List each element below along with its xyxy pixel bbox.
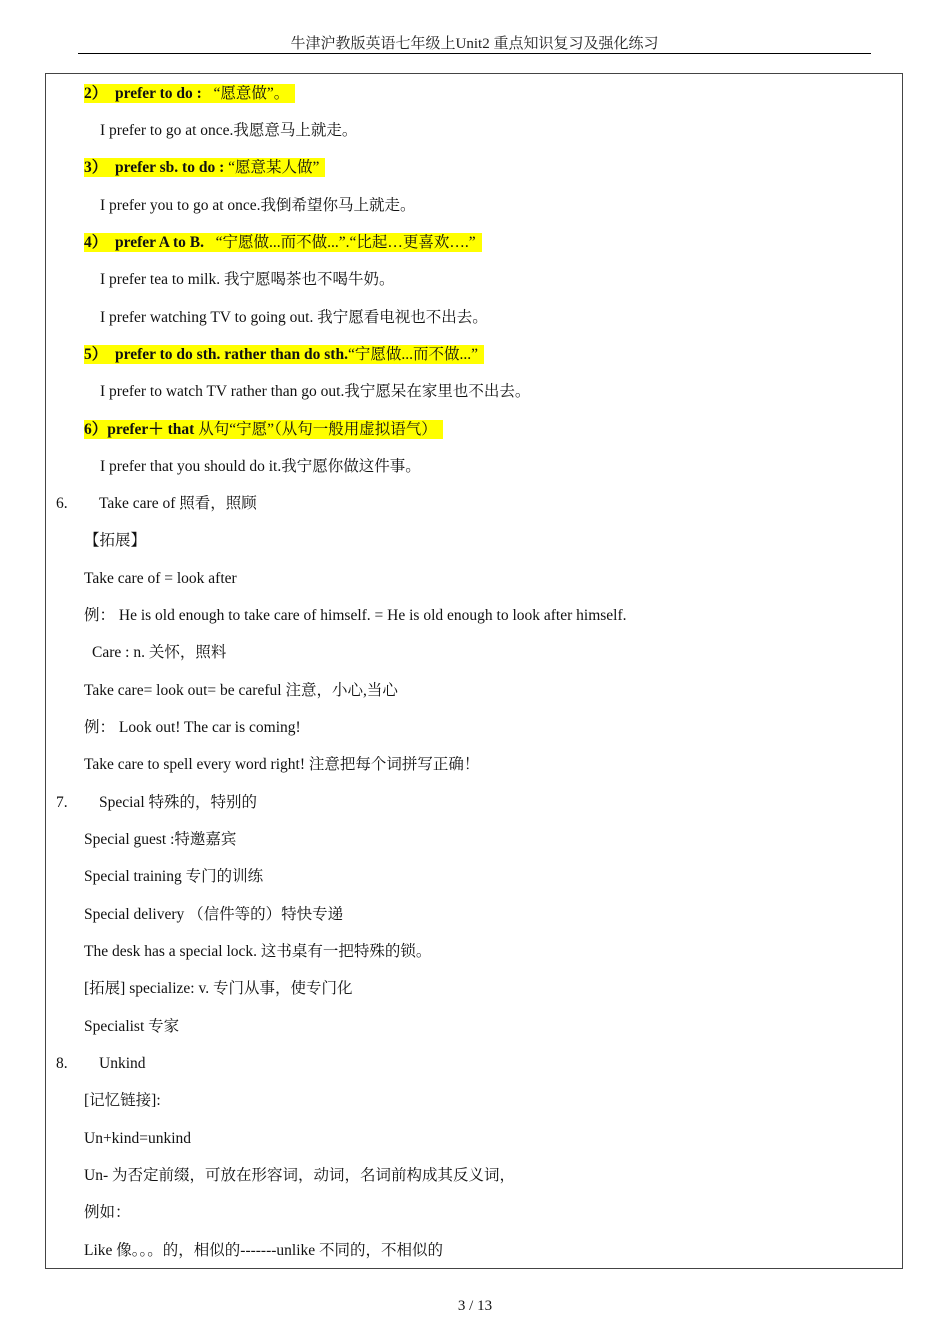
- text-line: Special delivery （信件等的）特快专递: [84, 906, 344, 923]
- text-line: 例如：: [84, 1204, 131, 1221]
- prefer-example-3: I prefer you to go at once.我倒希望你马上就走。: [100, 197, 416, 214]
- text-line: [拓展] specialize: v. 专门从事，使专门化: [84, 980, 353, 997]
- prefer-heading-3: [84, 158, 325, 178]
- item-title: Unkind: [99, 1055, 146, 1072]
- text-line: [记忆链接]:: [84, 1092, 161, 1109]
- prefer-heading-6: [84, 420, 443, 440]
- heading-num: 5）: [84, 346, 108, 363]
- heading-num: 3）: [84, 159, 108, 176]
- heading-cn: “愿意做”。: [213, 85, 290, 102]
- item-number: 8.: [56, 1055, 68, 1072]
- prefer-heading-4: [84, 233, 482, 253]
- heading-cn: “宁愿做...而不做...”: [347, 346, 478, 363]
- heading-num: 4）: [84, 234, 108, 251]
- text-line: Take care= look out= be careful 注意，小心,当心: [84, 682, 398, 699]
- text-line: Take care of = look after: [84, 570, 237, 587]
- text-line: Un+kind=unkind: [84, 1130, 192, 1147]
- text-line: Specialist 专家: [84, 1018, 180, 1035]
- item-number: 7.: [56, 794, 68, 811]
- expand-label: 【拓展】: [84, 532, 147, 549]
- item-title: Special 特殊的，特别的: [99, 794, 257, 811]
- heading-en: prefer A to B.: [115, 234, 204, 251]
- text-line: Special guest :特邀嘉宾: [84, 831, 237, 848]
- heading-cn: 从句“宁愿”（从句一般用虚拟语气）: [198, 421, 437, 438]
- page-number: 3 / 13: [457, 1298, 493, 1314]
- text-line: Like 像。。。的，相似的-------unlike 不同的，不相似的: [84, 1242, 444, 1259]
- prefer-example-2: I prefer to go at once.我愿意马上就走。: [100, 122, 358, 139]
- text-line: Care : n. 关怀，照料: [92, 644, 227, 661]
- example-line: 例： He is old enough to take care of himself. = He is old enough to look after himself.: [84, 607, 627, 624]
- page-header: 牛津沪教版英语七年级上Unit2 重点知识复习及强化练习: [290, 36, 659, 52]
- heading-cn: “宁愿做...而不做...”.“比起…更喜欢….”: [215, 234, 476, 251]
- example-line: 例： Look out! The car is coming!: [84, 719, 301, 736]
- prefer-heading-5: [84, 345, 484, 365]
- heading-en: prefer to do sth. rather than do sth.: [115, 346, 348, 363]
- prefer-example-4b: I prefer watching TV to going out. 我宁愿看电视也不出去。: [100, 309, 488, 326]
- item-title: Take care of 照看，照顾: [99, 495, 257, 512]
- prefer-heading-2: [84, 84, 295, 104]
- heading-en: prefer sb. to do :: [115, 159, 225, 176]
- header-rule: [78, 53, 871, 54]
- prefer-example-6: I prefer that you should do it.我宁愿你做这件事。: [100, 458, 421, 475]
- text-line: The desk has a special lock. 这书桌有一把特殊的锁。: [84, 943, 432, 960]
- heading-en: prefer to do :: [115, 85, 202, 102]
- heading-num: 6）prefer＋ that: [84, 421, 195, 438]
- item-number: 6.: [56, 495, 68, 512]
- text-line: Take care to spell every word right! 注意把每个词拼写正确！: [84, 756, 480, 773]
- prefer-example-5: I prefer to watch TV rather than go out.我宁愿呆在家里也不出去。: [100, 383, 531, 400]
- heading-cn: “愿意某人做”: [228, 159, 320, 176]
- text-line: Special training 专门的训练: [84, 868, 264, 885]
- heading-num: 2）: [84, 85, 108, 102]
- text-line: Un- 为否定前缀，可放在形容词，动词，名词前构成其反义词，: [84, 1167, 515, 1184]
- prefer-example-4a: I prefer tea to milk. 我宁愿喝茶也不喝牛奶。: [100, 271, 395, 288]
